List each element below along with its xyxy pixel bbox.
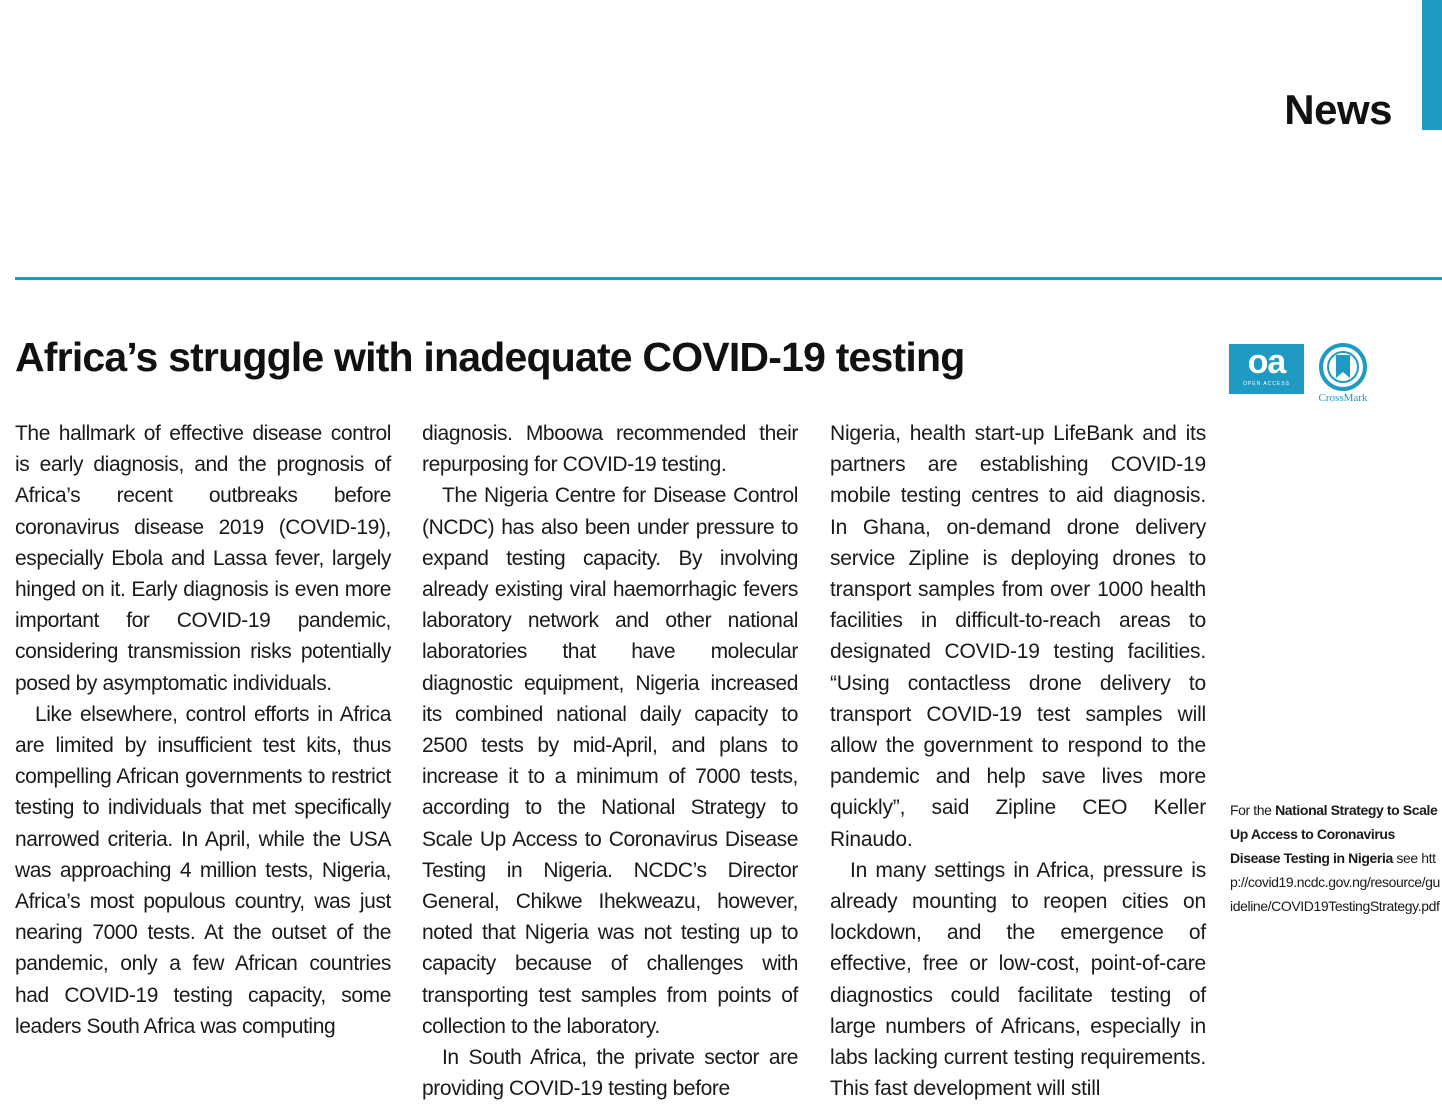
paragraph: The hallmark of effective disease control is early diagnosis, and the prognosis of Africa’s recent outbreaks before coronavirus disease 2019 (COVID-19), especially Ebola and Lassa fever, largely hinged on it. Early diagnosis is even more important for COVID-19 pandemic, considering transmission risks potentially posed by asymptomatic individuals. bbox=[15, 422, 391, 695]
sidenote-prefix: For the bbox=[1230, 802, 1272, 818]
article-column-2 bbox=[422, 418, 798, 1101]
paragraph: The Nigeria Centre for Disease Control (NCDC) has also been under pressure to expand testing capacity. By involving already existing viral haemorrhagic fevers laboratory network and other national laboratories that have molecular diagnostic equipment, Nigeria increased its combined national daily capacity to 2500 tests by mid-April, and plans to increase it to a minimum of 7000 tests, according to the National Strategy to Scale Up Access to Coronavirus Disease Testing in Nigeria. NCDC’s Director General, Chikwe Ihekweazu, however, noted that Nigeria was not testing up to capacity because of challenges with transporting test samples from points of collection to the laboratory. bbox=[422, 484, 798, 1038]
article-title: Africa’s struggle with inadequate COVID-19 testing bbox=[15, 334, 965, 380]
header-rule bbox=[15, 277, 1442, 280]
section-accent-bar bbox=[1422, 0, 1442, 130]
open-access-text: oa bbox=[1247, 343, 1286, 381]
paragraph: Nigeria, health start-up LifeBank and its partners are establishing COVID-19 mobile testing centres to aid diagnosis. In Ghana, on-demand drone delivery service Zipline is deploying drones to transport samples from over 1000 health facilities in difficult-to-reach areas to designated COVID-19 testing facilities. “Using contactless drone delivery to transport COVID-19 test samples will allow the government to respond to the pandemic and help save lives more quickly”, said Zipline CEO Keller Rinaudo. bbox=[830, 422, 1206, 851]
paragraph: diagnosis. Mboowa recommended their repurposing for COVID-19 testing. bbox=[422, 422, 798, 477]
article-column-1 bbox=[15, 418, 391, 1084]
section-label: News bbox=[1284, 86, 1392, 133]
crossmark-icon bbox=[1318, 342, 1368, 392]
paragraph: In many settings in Africa, pressure is already mounting to reopen cities on lockdown, and the emergence of effective, free or low-cost, point-of-care diagnostics could facilitate testing of large numbers of Africans, especially in labs lacking current testing requirements. This fast development will still bbox=[830, 858, 1206, 1101]
paragraph: In South Africa, the private sector are providing COVID-19 testing before bbox=[422, 1046, 798, 1101]
sidenote bbox=[1230, 798, 1442, 918]
paragraph: Like elsewhere, control efforts in Africa are limited by insufficient test kits, thus compelling African governments to restrict testing to individuals that met specifically narrowed criteria. In April, while the USA was approaching 4 million tests, Nigeria, Africa’s most populous country, was just nearing 7000 tests. At the outset of the pandemic, only a few African countries had COVID-19 testing capacity, some leaders South Africa was computing bbox=[15, 702, 391, 1038]
sidenote-url-link[interactable]: http://covid19.ncdc.gov.ng/resource/guideline/COVID19TestingStrategy.pdf bbox=[1230, 850, 1440, 914]
sidenote-title: National Strategy to Scale Up Access to Coronavirus Disease Testing in Nigeria bbox=[1230, 802, 1438, 866]
open-access-subtext: OPEN ACCESS bbox=[1243, 381, 1290, 387]
open-access-badge[interactable] bbox=[1229, 344, 1304, 394]
crossmark-badge[interactable] bbox=[1312, 342, 1374, 402]
crossmark-label: CrossMark bbox=[1318, 392, 1368, 404]
article-column-3 bbox=[830, 418, 1206, 1101]
sidenote-see: see bbox=[1396, 850, 1418, 866]
